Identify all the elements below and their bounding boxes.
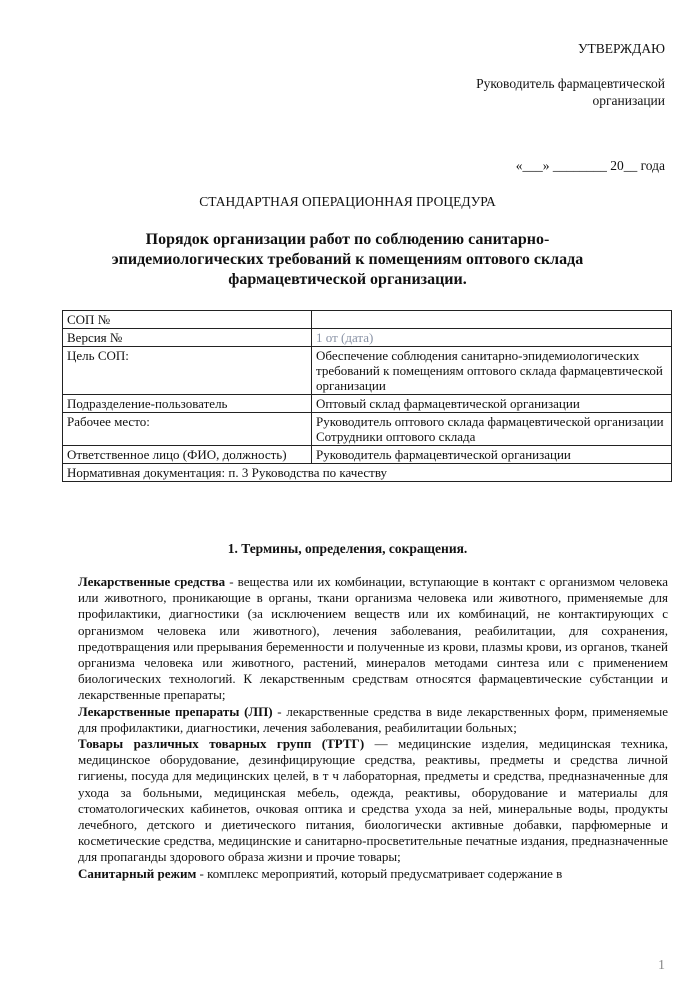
table-row bbox=[63, 464, 672, 482]
sop-number-label: СОП № bbox=[63, 311, 312, 329]
term-definition: - вещества или их комбинации, вступающие в контакт с организмом человека или животного, проникающие в органы, ткани организма человека или животного, применяемые для профилактики, диагностики (за исключением веществ или их комбинаций, не контактирующих с организмом человека или животного), лечения заболевания, реабилитации, для сохранения, предотвращения или прерывания беременности и полученные из крови, плазмы крови, из органов, тканей организма человека или животного, растений, минералов методами синтеза или с применением биологических технологий. К лекарственным средствам относятся фармацевтические субстанции и лекарственные препараты; bbox=[78, 574, 669, 703]
approval-role-line2: организации bbox=[592, 93, 665, 108]
document-title: Порядок организации работ по соблюдению санитарно-эпидемиологических требований к помещениям оптового склада фармацевтической организации. bbox=[111, 231, 584, 288]
term-paragraph bbox=[78, 704, 668, 736]
term-definition: - комплекс мероприятий, который предусматривает содержание в bbox=[196, 865, 563, 881]
workplace-value-line1: Руководитель оптового склада фармацевтической организации bbox=[316, 414, 664, 429]
term-name: Санитарный режим bbox=[78, 865, 197, 881]
version-value bbox=[312, 329, 672, 347]
page-number: 1 bbox=[658, 958, 665, 973]
department-value: Оптовый склад фармацевтической организации bbox=[312, 395, 672, 413]
workplace-label: Рабочее место: bbox=[63, 413, 312, 446]
term-name: Товары различных товарных групп (ТРТГ) bbox=[78, 736, 365, 752]
workplace-value-line2: Сотрудники оптового склада bbox=[316, 429, 476, 444]
sop-info-table bbox=[62, 310, 672, 482]
responsible-label: Ответственное лицо (ФИО, должность) bbox=[63, 446, 312, 464]
table-row bbox=[63, 311, 672, 329]
responsible-value: Руководитель фармацевтической организации bbox=[312, 446, 672, 464]
workplace-value bbox=[312, 413, 672, 446]
version-date-placeholder: от (дата) bbox=[325, 330, 374, 345]
goal-value: Обеспечение соблюдения санитарно-эпидемиологических требований к помещениям оптового склада фармацевтической организации bbox=[312, 347, 672, 395]
term-name: Лекарственные препараты (ЛП) bbox=[78, 703, 273, 719]
normative-docs: Нормативная документация: п. 3 Руководства по качеству bbox=[63, 464, 672, 482]
term-paragraph bbox=[78, 574, 668, 704]
approval-date: «___» ________ 20__ года bbox=[515, 158, 665, 173]
version-label: Версия № bbox=[63, 329, 312, 347]
table-row bbox=[63, 446, 672, 464]
table-row bbox=[63, 413, 672, 446]
table-row bbox=[63, 395, 672, 413]
term-paragraph bbox=[78, 866, 668, 882]
term-definition: — медицинские изделия, медицинская техника, медицинское оборудование, дезинфицирующие средства, реактивы, предметы и средства личной гигиены, посуда для медицинских целей, в т ч лабораторная, предметы и средства, предназначенные для ухода за больными, медицинская мебель, одежда, реактивы, оборудование и материалы для стоматологических кабинетов, очковая оптика и средства ухода за ней, минеральные воды, продукты лечебного, детского и диетического питания, биологически активные добавки, парфюмерные и косметические средства, медицинские и санитарно-просветительные печатные издания, предназначенные для пропаганды здорового образа жизни и прочие товары; bbox=[78, 736, 668, 865]
terms-list bbox=[78, 574, 668, 882]
approval-title: УТВЕРЖДАЮ bbox=[577, 41, 665, 56]
sop-number-value bbox=[312, 311, 672, 329]
department-label: Подразделение-пользователь bbox=[63, 395, 312, 413]
table-row bbox=[63, 347, 672, 395]
table-row bbox=[63, 329, 672, 347]
term-paragraph bbox=[78, 736, 668, 866]
document-type: СТАНДАРТНАЯ ОПЕРАЦИОННАЯ ПРОЦЕДУРА bbox=[199, 194, 496, 209]
version-number: 1 bbox=[316, 330, 323, 345]
term-name: Лекарственные средства bbox=[78, 574, 226, 589]
approval-block bbox=[476, 40, 665, 109]
approval-role-line1: Руководитель фармацевтической bbox=[476, 76, 665, 91]
term-definition: - лекарственные средства в виде лекарственных форм, применяемые для профилактики, диагностики, лечения заболевания, реабилитации больных; bbox=[78, 703, 668, 735]
goal-label: Цель СОП: bbox=[63, 347, 312, 395]
section-1-title: 1. Термины, определения, сокращения. bbox=[227, 541, 468, 556]
